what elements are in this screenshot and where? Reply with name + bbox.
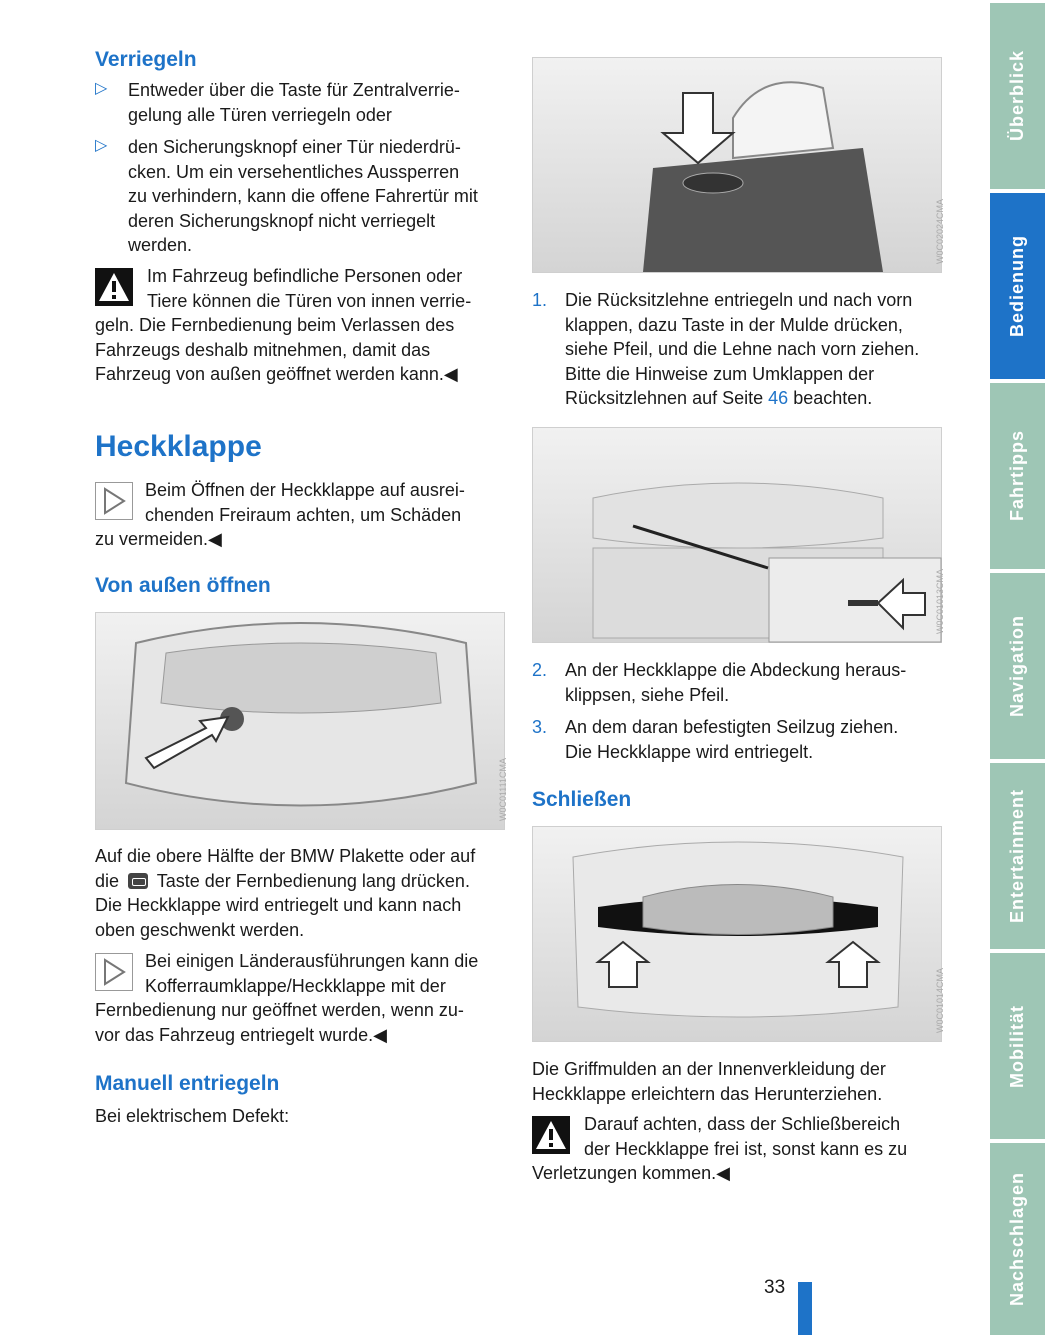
tab-label: Fahrtipps xyxy=(1007,430,1027,522)
tab-label: Navigation xyxy=(1007,614,1027,717)
triangle-right-icon: ▷ xyxy=(95,80,108,97)
warning-icon xyxy=(532,1116,570,1154)
list-item xyxy=(95,78,505,127)
list-item xyxy=(95,135,505,258)
paragraph-line: oben geschwenkt werden. xyxy=(95,919,305,940)
warning-icon xyxy=(95,268,133,306)
tab-mobilitaet[interactable] xyxy=(990,953,1045,1139)
step-2 xyxy=(532,658,942,707)
paragraph-manuell: Bei elektrischem Defekt: xyxy=(95,1106,290,1126)
heading-manuell-entriegeln: Manuell entriegeln xyxy=(95,1072,280,1095)
warning-line: Fahrzeugs deshalb mitnehmen, damit das xyxy=(95,339,431,360)
figure-tailgate-exterior xyxy=(95,612,508,830)
figure-code: W0C01111CMA xyxy=(498,757,508,821)
step-line: siehe Pfeil, und die Lehne nach vorn ziehen. xyxy=(565,339,920,359)
note-line: Kofferraumklappe/Heckklappe mit der xyxy=(145,975,446,996)
bullet-line: gelung alle Türen verriegeln oder xyxy=(128,104,392,125)
step-line: Die Heckklappe wird entriegelt. xyxy=(565,741,814,762)
heading-von-aussen-oeffnen: Von außen öffnen xyxy=(95,574,271,597)
paragraph-line: Die Griffmulden an der Innenverkleidung der xyxy=(532,1059,886,1079)
figure-code: W0C02024CMA xyxy=(935,198,945,264)
bullet-line: Entweder über die Taste für Zentralverrie- xyxy=(128,80,460,100)
figure-code: W0C01013CMA xyxy=(935,568,945,634)
figure-rear-seat xyxy=(532,57,945,273)
warning-block-schliessen xyxy=(532,1112,942,1186)
figure-tailgate-handles xyxy=(532,826,945,1042)
bullet-line: den Sicherungsknopf einer Tür niederdrü- xyxy=(128,137,461,157)
tab-entertainment[interactable] xyxy=(990,763,1045,949)
step-line: klippsen, siehe Pfeil. xyxy=(565,684,730,705)
note-arrow-icon xyxy=(95,953,133,991)
page-marker xyxy=(798,1282,812,1335)
step-3 xyxy=(532,715,942,764)
text-fragment: Rücksitzlehnen auf Seite xyxy=(565,388,764,408)
bullet-line: werden. xyxy=(128,235,193,255)
triangle-right-icon: ▷ xyxy=(95,137,108,154)
step-number: 2. xyxy=(532,660,548,680)
page-link[interactable]: 46 xyxy=(768,388,789,408)
paragraph-von-aussen xyxy=(95,844,505,942)
paragraph-line: Auf die obere Hälfte der BMW Plakette oder auf xyxy=(95,846,476,866)
warning-line: Darauf achten, dass der Schließbereich xyxy=(584,1114,901,1134)
paragraph-line: Heckklappe erleichtern das Herunterziehen. xyxy=(532,1083,883,1104)
bullet-line: zu verhindern, kann die offene Fahrertür mit xyxy=(128,186,478,206)
note-line: Beim Öffnen der Heckklappe auf ausrei- xyxy=(145,480,465,500)
note-line: vor das Fahrzeug entriegelt wurde.◀ xyxy=(95,1024,387,1045)
text-fragment: die xyxy=(95,870,120,891)
tab-label: Bedienung xyxy=(1007,235,1027,337)
bullet-line: deren Sicherungsknopf nicht verriegelt xyxy=(128,210,436,231)
figure-code: W0C01014CMA xyxy=(935,967,945,1033)
bullet-list-verriegeln xyxy=(95,78,505,258)
step-line: Die Rücksitzlehne entriegeln und nach vorn xyxy=(565,290,913,310)
warning-line: Im Fahrzeug befindliche Personen oder xyxy=(147,266,463,286)
tab-label: Nachschlagen xyxy=(1007,1171,1027,1307)
warning-line: Fahrzeug von außen geöffnet werden kann.◀ xyxy=(95,364,458,384)
step-line: klappen, dazu Taste in der Mulde drücken, xyxy=(565,314,903,335)
step-line: An dem daran befestigten Seilzug ziehen. xyxy=(565,717,899,737)
figure-tailgate-cover xyxy=(532,427,945,643)
note-line: Bei einigen Länderausführungen kann die xyxy=(145,951,479,971)
tab-nachschlagen[interactable] xyxy=(990,1143,1045,1335)
page-number: 33 xyxy=(764,1277,786,1298)
warning-line: der Heckklappe frei ist, sonst kann es zu xyxy=(584,1138,908,1159)
warning-line: Verletzungen kommen.◀ xyxy=(532,1163,730,1183)
text-fragment: beachten. xyxy=(793,388,873,408)
step-number: 3. xyxy=(532,717,548,737)
warning-line: geln. Die Fernbedienung beim Verlassen des xyxy=(95,315,455,335)
paragraph-line xyxy=(95,869,505,894)
paragraph-schliessen xyxy=(532,1057,942,1106)
trunk-key-icon xyxy=(128,873,148,889)
tab-label: Mobilität xyxy=(1007,1004,1027,1088)
tab-label: Entertainment xyxy=(1007,788,1027,924)
note-line: zu vermeiden.◀ xyxy=(95,529,222,549)
step-number: 1. xyxy=(532,290,548,310)
warning-line: Tiere können die Türen von innen verrie- xyxy=(147,290,472,311)
text-fragment: Taste der Fernbedienung lang drücken. xyxy=(156,870,470,891)
heading-heckklappe: Heckklappe xyxy=(95,430,262,463)
bullet-line: cken. Um ein versehentliches Aussperren xyxy=(128,161,460,182)
note-line: chenden Freiraum achten, um Schäden xyxy=(145,504,462,525)
step-line: Bitte die Hinweise zum Umklappen der xyxy=(565,363,875,384)
tab-navigation[interactable] xyxy=(990,573,1045,759)
tab-ueberblick[interactable] xyxy=(990,3,1045,189)
step-line: An der Heckklappe die Abdeckung heraus- xyxy=(565,660,907,680)
heading-verriegeln: Verriegeln xyxy=(95,48,197,71)
paragraph-line: Die Heckklappe wird entriegelt und kann nach xyxy=(95,895,462,915)
note-block-heckklappe xyxy=(95,478,505,552)
tab-label: Überblick xyxy=(1007,50,1027,142)
tab-fahrtipps[interactable] xyxy=(990,383,1045,569)
heading-schliessen: Schließen xyxy=(532,788,632,811)
note-block-laenderausfuehrungen xyxy=(95,949,505,1047)
note-arrow-icon xyxy=(95,482,133,520)
step-1 xyxy=(532,288,942,411)
step-line xyxy=(565,386,942,411)
note-line: Fernbedienung nur geöffnet werden, wenn zu- xyxy=(95,1000,464,1020)
tab-bedienung[interactable] xyxy=(990,193,1045,379)
warning-block-verriegeln xyxy=(95,264,505,387)
